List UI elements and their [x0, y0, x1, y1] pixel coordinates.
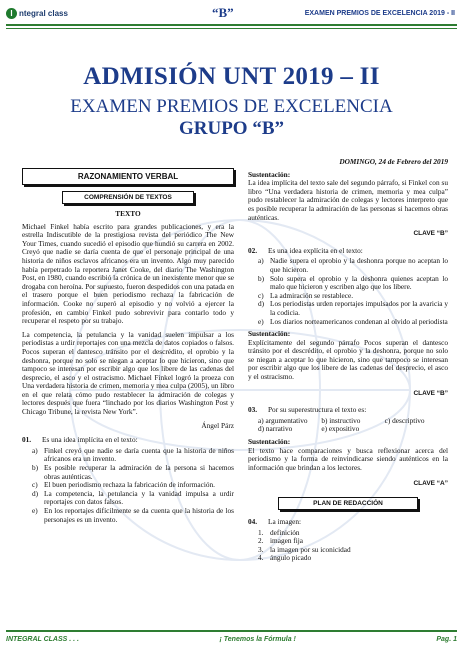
logo-circle-icon: I [6, 8, 17, 19]
main-title: ADMISIÓN UNT 2019 – II [83, 63, 380, 90]
option-letter: e) [258, 316, 264, 326]
option-text: Solo supera el oprobio y la deshonra quienes aceptan lo malo que hicieron y escriben algo que los libere. [270, 273, 448, 292]
question-4 [248, 518, 448, 527]
answer-option: a) argumentativo [258, 415, 308, 425]
option-letter: 2. [258, 536, 264, 546]
footer [6, 636, 457, 643]
group-title: GRUPO “B” [178, 118, 285, 139]
answer-key: CLAVE “B” [413, 230, 448, 238]
option-letter: c) [32, 480, 38, 490]
footer-brand: INTEGRAL CLASS . . . [6, 636, 79, 643]
answer-option: e) expositivo [321, 424, 360, 434]
answer-option [258, 554, 448, 563]
header-exam-title: EXAMEN PREMIOS DE EXCELENCIA 2019 - II [304, 10, 455, 17]
option-text: El buen periodismo rechaza la fabricación de información. [44, 480, 215, 490]
logo-text: ntegral class [19, 9, 68, 18]
question-number: 02. [248, 245, 258, 255]
question-number: 01. [22, 435, 32, 445]
answer-option [258, 318, 448, 327]
answer-option [32, 507, 234, 524]
footer-rule [6, 630, 457, 632]
option-letter: c) [258, 290, 264, 300]
header-rule-thin [6, 28, 457, 29]
option-text: Los periodistas urden reportajes impulsados por la avaricia y la codicia. [270, 299, 448, 317]
option-text: la imagen por su iconicidad [270, 544, 351, 554]
option-letter: a) [258, 256, 264, 266]
question-2-options [258, 257, 448, 326]
right-column [248, 158, 448, 563]
option-text: ángulo picado [270, 553, 312, 563]
sustentacion-text: La idea implícita del texto sale del segundo párrafo, si Finkel con su libro “Una verdadera historia de crimen, memoria y mea culpa” pudo restablecer la admiración de colegas y lectores interpreto que es posible recuperar la admiración de las personas si hacemos obras auténticas. [248, 178, 448, 222]
answer-key: CLAVE “A” [413, 480, 448, 488]
question-text: La imagen: [268, 517, 302, 526]
answer-option: d) narrativo [258, 424, 293, 434]
option-letter: 1. [258, 527, 264, 537]
option-letter: 4. [258, 553, 264, 563]
sustentacion-label: Sustentación: [248, 169, 291, 179]
answer-key: CLAVE “B” [413, 389, 448, 397]
option-text: Los diarios norteamericanos condenan al olvido al periodista [270, 316, 448, 326]
option-letter: e) [32, 506, 38, 515]
sustentacion-label: Sustentación: [248, 329, 291, 339]
answer-option [258, 257, 448, 274]
question-text: Por su superestructura el texto es: [268, 405, 367, 415]
footer-slogan: ¡ Tenemos la Fórmula ! [219, 636, 296, 643]
option-text: Es posible recuperar la admiración de la persona si hacemos obras auténticas. [44, 463, 234, 481]
section-heading-verbal: RAZONAMIENTO VERBAL [22, 168, 234, 185]
answer-option [32, 447, 234, 464]
option-text: imagen fija [270, 536, 304, 546]
question-text: Es una idea explícita en el texto: [268, 245, 363, 255]
option-letter: d) [32, 488, 39, 498]
sustentacion-label: Sustentación: [248, 437, 291, 447]
reading-paragraph-2: La competencia, la petulancia y la vanidad suelen impulsar a los periodistas a urdir reportajes con una mezcla de datos copiados o falsos. Pocos superan el dantesco tránsito por el descrédito, el oprobio y la deshonra, porque no solo se niegan a aceptar lo que hicieron, sino que tampoco se interesan por escribir algo que los libere de las cadenas del desprecio, el asco y el ostracismo. Michael Finkel logró la proeza con Una verdadera historia de crimen, memoria y mea culpa (2005), un libro en el que relata cómo pudo restablecer la admiración de colegas y lectores después que fuera “linchado por los diarios Washington Post y Chicago Tribune, la revista New York”. [22, 329, 234, 417]
page-number: Pag. 1 [436, 636, 457, 643]
option-letter: b) [32, 463, 39, 473]
option-text: La admiración se restablece. [270, 290, 354, 300]
sustentacion-text: El texto hace comparaciones y busca reflexionar acerca del periodismo y la forma de reinvindicarse siendo auténticos en la información que brindan a los lectores. [248, 445, 448, 472]
header-group-mark: “B” [212, 5, 234, 20]
subsection-heading: COMPRENSIÓN DE TEXTOS [62, 191, 194, 204]
section-heading-redaccion: PLAN DE REDACCIÓN [278, 497, 418, 510]
answer-option: b) instructivo [321, 415, 361, 425]
option-letter: d) [258, 299, 265, 309]
question-text: Es una idea implícita en el texto: [42, 435, 138, 445]
option-letter: 3. [258, 544, 264, 554]
option-text: En los reportajes difícilmente se da cuenta que la historia de los personajes es un invento. [44, 506, 234, 524]
option-text: Finkel creyó que nadie se daría cuenta que la historia de niños africanos era un invento. [44, 445, 234, 464]
answer-option [32, 464, 234, 481]
option-text: La competencia, la petulancia y la vanidad impulsa a urdir reportajes con datos falsos. [44, 488, 234, 507]
subtitle: EXAMEN PREMIOS DE EXCELENCIA [70, 96, 393, 117]
author: Ángel Párz [201, 420, 234, 430]
header-rule [6, 24, 457, 26]
answer-option [258, 275, 448, 292]
reading-paragraph-1: Michael Finkel había escrito para grandes publicaciones, y era la estrella Indiscutible de la prestigiosa revista del periódico The New Your Times, cuando sucedió el episodio que hundió su carrera en 2002. Creyó que nadie se daría cuenta de que el personaje principal de una historia de niños esclavos africanos era un invento. Algo muy parecido había perpetrado la reportera Janet Cooke, del diario The Washington Post, en 1980, cuando escribió la crónica de un inexistente menor que se drogaba con heroína. Por supuesto, fueron despedidos con una patada en el trasero porque el buen periodismo rechaza la fabricación de información. Cooke no superó al episodio y no volvió a ejercer la profesión, en cambio Finkel pudo sobrevivir para contarlo todo y recuperar el respeto por su trabajo. [22, 221, 234, 326]
texto-label: TEXTO [115, 209, 141, 218]
question-4-options [258, 529, 448, 563]
question-number: 03. [248, 405, 258, 415]
answer-option [258, 300, 448, 317]
question-1 [22, 436, 234, 445]
answer-option: c) descriptivo [384, 415, 425, 425]
question-1-options [32, 447, 234, 524]
option-text: Nadie supera el oprobio y la deshonra porque no aceptan lo que hicieron. [270, 256, 448, 274]
left-column [22, 168, 234, 524]
question-number: 04. [248, 517, 258, 526]
option-text: definición [270, 527, 300, 537]
question-2 [248, 247, 448, 256]
exam-date: DOMINGO, 24 de Febrero del 2019 [339, 157, 448, 166]
question-3 [248, 406, 448, 415]
answer-option [32, 490, 234, 507]
question-3-options [258, 417, 448, 434]
brand-logo [6, 8, 68, 19]
option-letter: b) [258, 273, 265, 283]
sustentacion-text: Explícitamente del segundo párrafo Pocos superan el dantesco tránsito por el descrédito, el oprobio y la deshonra, porque no solo se niegan a aceptar lo que hicieron, sino que tampoco se interesan por escribir algo que los libere de las cadenas del desprecio, el asco y el ostracismo. [248, 337, 448, 382]
option-letter: a) [32, 445, 38, 455]
